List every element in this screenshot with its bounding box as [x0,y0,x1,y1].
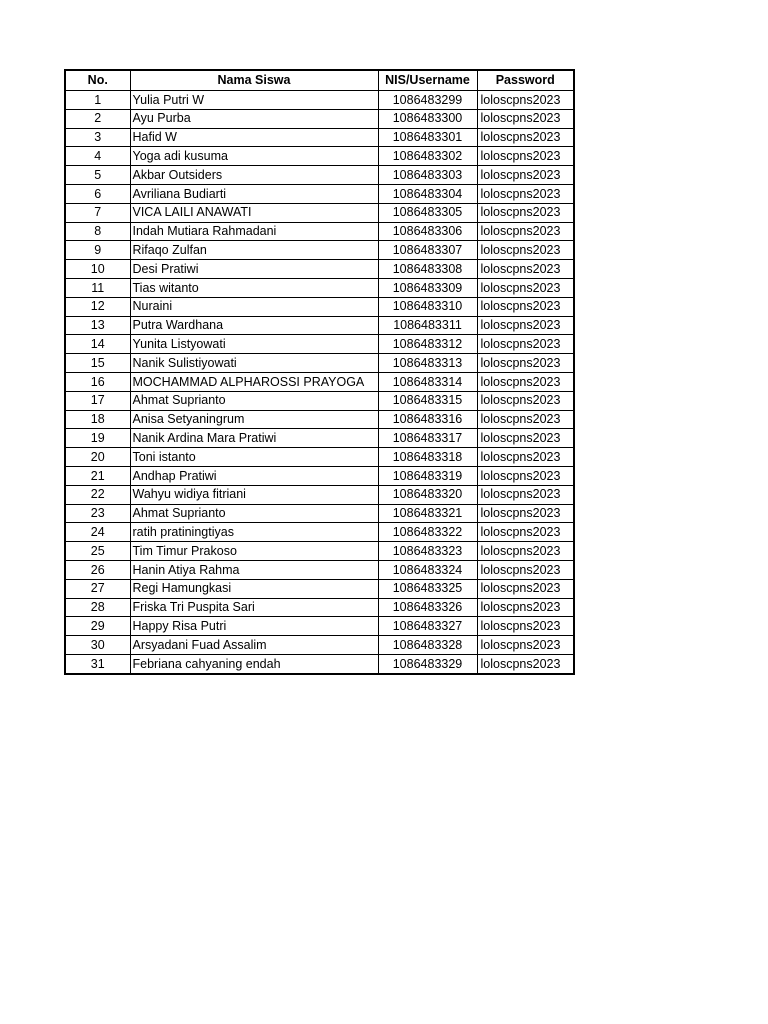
password-cell: loloscpns2023 [477,316,574,335]
nis-username-cell: 1086483329 [378,654,477,673]
nis-username-cell: 1086483299 [378,91,477,110]
header-password: Password [477,70,574,91]
student-name-cell: Akbar Outsiders [130,166,378,185]
row-number-cell: 30 [65,636,130,655]
student-name-cell: Ayu Purba [130,109,378,128]
table-row [65,260,574,279]
row-number-cell: 8 [65,222,130,241]
password-cell: loloscpns2023 [477,91,574,110]
row-number-cell: 31 [65,654,130,673]
student-name-cell: Avriliana Budiarti [130,184,378,203]
password-cell: loloscpns2023 [477,184,574,203]
password-cell: loloscpns2023 [477,222,574,241]
student-name-cell: Ahmat Suprianto [130,391,378,410]
nis-username-cell: 1086483300 [378,109,477,128]
password-cell: loloscpns2023 [477,617,574,636]
row-number-cell: 3 [65,128,130,147]
password-cell: loloscpns2023 [477,391,574,410]
nis-username-cell: 1086483304 [378,184,477,203]
table-row [65,184,574,203]
row-number-cell: 26 [65,560,130,579]
row-number-cell: 11 [65,278,130,297]
nis-username-cell: 1086483324 [378,560,477,579]
table-row [65,222,574,241]
student-name-cell: Hanin Atiya Rahma [130,560,378,579]
password-cell: loloscpns2023 [477,560,574,579]
student-name-cell: Rifaqo Zulfan [130,241,378,260]
header-row [65,70,574,91]
nis-username-cell: 1086483302 [378,147,477,166]
password-cell: loloscpns2023 [477,598,574,617]
password-cell: loloscpns2023 [477,147,574,166]
row-number-cell: 28 [65,598,130,617]
table-row [65,203,574,222]
password-cell: loloscpns2023 [477,260,574,279]
nis-username-cell: 1086483328 [378,636,477,655]
row-number-cell: 24 [65,523,130,542]
nis-username-cell: 1086483309 [378,278,477,297]
student-name-cell: Febriana cahyaning endah [130,654,378,673]
password-cell: loloscpns2023 [477,636,574,655]
table-row [65,278,574,297]
nis-username-cell: 1086483313 [378,354,477,373]
table-row [65,410,574,429]
student-name-cell: MOCHAMMAD ALPHAROSSI PRAYOGA [130,372,378,391]
student-name-cell: Tias witanto [130,278,378,297]
password-cell: loloscpns2023 [477,429,574,448]
table-row [65,147,574,166]
password-cell: loloscpns2023 [477,448,574,467]
nis-username-cell: 1086483319 [378,466,477,485]
row-number-cell: 27 [65,579,130,598]
password-cell: loloscpns2023 [477,579,574,598]
nis-username-cell: 1086483314 [378,372,477,391]
header-nama-siswa: Nama Siswa [130,70,378,91]
password-cell: loloscpns2023 [477,128,574,147]
row-number-cell: 29 [65,617,130,636]
table-row [65,166,574,185]
row-number-cell: 1 [65,91,130,110]
student-name-cell: Yunita Listyowati [130,335,378,354]
nis-username-cell: 1086483303 [378,166,477,185]
nis-username-cell: 1086483305 [378,203,477,222]
table-body [65,91,574,674]
row-number-cell: 22 [65,485,130,504]
student-name-cell: Nanik Ardina Mara Pratiwi [130,429,378,448]
password-cell: loloscpns2023 [477,203,574,222]
student-name-cell: Friska Tri Puspita Sari [130,598,378,617]
nis-username-cell: 1086483310 [378,297,477,316]
table-row [65,654,574,673]
password-cell: loloscpns2023 [477,241,574,260]
table-row [65,485,574,504]
nis-username-cell: 1086483326 [378,598,477,617]
nis-username-cell: 1086483323 [378,542,477,561]
row-number-cell: 13 [65,316,130,335]
nis-username-cell: 1086483322 [378,523,477,542]
table-row [65,354,574,373]
password-cell: loloscpns2023 [477,523,574,542]
password-cell: loloscpns2023 [477,466,574,485]
row-number-cell: 2 [65,109,130,128]
student-name-cell: Wahyu widiya fitriani [130,485,378,504]
nis-username-cell: 1086483307 [378,241,477,260]
nis-username-cell: 1086483301 [378,128,477,147]
header-nis-username: NIS/Username [378,70,477,91]
row-number-cell: 23 [65,504,130,523]
student-name-cell: Desi Pratiwi [130,260,378,279]
student-name-cell: Yulia Putri W [130,91,378,110]
row-number-cell: 21 [65,466,130,485]
password-cell: loloscpns2023 [477,542,574,561]
password-cell: loloscpns2023 [477,166,574,185]
student-name-cell: Anisa Setyaningrum [130,410,378,429]
row-number-cell: 9 [65,241,130,260]
table-row [65,391,574,410]
nis-username-cell: 1086483325 [378,579,477,598]
password-cell: loloscpns2023 [477,109,574,128]
row-number-cell: 25 [65,542,130,561]
nis-username-cell: 1086483317 [378,429,477,448]
row-number-cell: 4 [65,147,130,166]
student-name-cell: Nanik Sulistiyowati [130,354,378,373]
password-cell: loloscpns2023 [477,354,574,373]
table-row [65,636,574,655]
table-row [65,335,574,354]
student-name-cell: Indah Mutiara Rahmadani [130,222,378,241]
password-cell: loloscpns2023 [477,654,574,673]
password-cell: loloscpns2023 [477,504,574,523]
nis-username-cell: 1086483312 [378,335,477,354]
table-row [65,429,574,448]
row-number-cell: 16 [65,372,130,391]
row-number-cell: 10 [65,260,130,279]
table-row [65,466,574,485]
nis-username-cell: 1086483306 [378,222,477,241]
student-name-cell: Hafid W [130,128,378,147]
table-row [65,316,574,335]
row-number-cell: 6 [65,184,130,203]
row-number-cell: 7 [65,203,130,222]
row-number-cell: 12 [65,297,130,316]
table-row [65,372,574,391]
header-no: No. [65,70,130,91]
student-name-cell: Arsyadani Fuad Assalim [130,636,378,655]
student-name-cell: Nuraini [130,297,378,316]
table-row [65,241,574,260]
student-name-cell: VICA LAILI ANAWATI [130,203,378,222]
student-name-cell: Putra Wardhana [130,316,378,335]
nis-username-cell: 1086483308 [378,260,477,279]
table-row [65,598,574,617]
nis-username-cell: 1086483320 [378,485,477,504]
nis-username-cell: 1086483318 [378,448,477,467]
student-name-cell: Tim Timur Prakoso [130,542,378,561]
row-number-cell: 20 [65,448,130,467]
password-cell: loloscpns2023 [477,410,574,429]
student-table [64,69,575,675]
row-number-cell: 19 [65,429,130,448]
row-number-cell: 17 [65,391,130,410]
student-name-cell: Toni istanto [130,448,378,467]
password-cell: loloscpns2023 [477,372,574,391]
row-number-cell: 18 [65,410,130,429]
table-row [65,297,574,316]
nis-username-cell: 1086483311 [378,316,477,335]
student-name-cell: ratih pratiningtiyas [130,523,378,542]
student-name-cell: Regi Hamungkasi [130,579,378,598]
student-credentials-sheet [64,69,575,675]
table-row [65,523,574,542]
table-row [65,579,574,598]
table-row [65,128,574,147]
nis-username-cell: 1086483321 [378,504,477,523]
table-row [65,542,574,561]
nis-username-cell: 1086483315 [378,391,477,410]
student-name-cell: Ahmat Suprianto [130,504,378,523]
nis-username-cell: 1086483327 [378,617,477,636]
table-row [65,617,574,636]
table-row [65,504,574,523]
password-cell: loloscpns2023 [477,278,574,297]
row-number-cell: 14 [65,335,130,354]
nis-username-cell: 1086483316 [378,410,477,429]
password-cell: loloscpns2023 [477,297,574,316]
student-name-cell: Happy Risa Putri [130,617,378,636]
password-cell: loloscpns2023 [477,485,574,504]
table-row [65,91,574,110]
student-name-cell: Andhap Pratiwi [130,466,378,485]
table-row [65,448,574,467]
table-row [65,109,574,128]
student-name-cell: Yoga adi kusuma [130,147,378,166]
table-row [65,560,574,579]
password-cell: loloscpns2023 [477,335,574,354]
row-number-cell: 5 [65,166,130,185]
row-number-cell: 15 [65,354,130,373]
